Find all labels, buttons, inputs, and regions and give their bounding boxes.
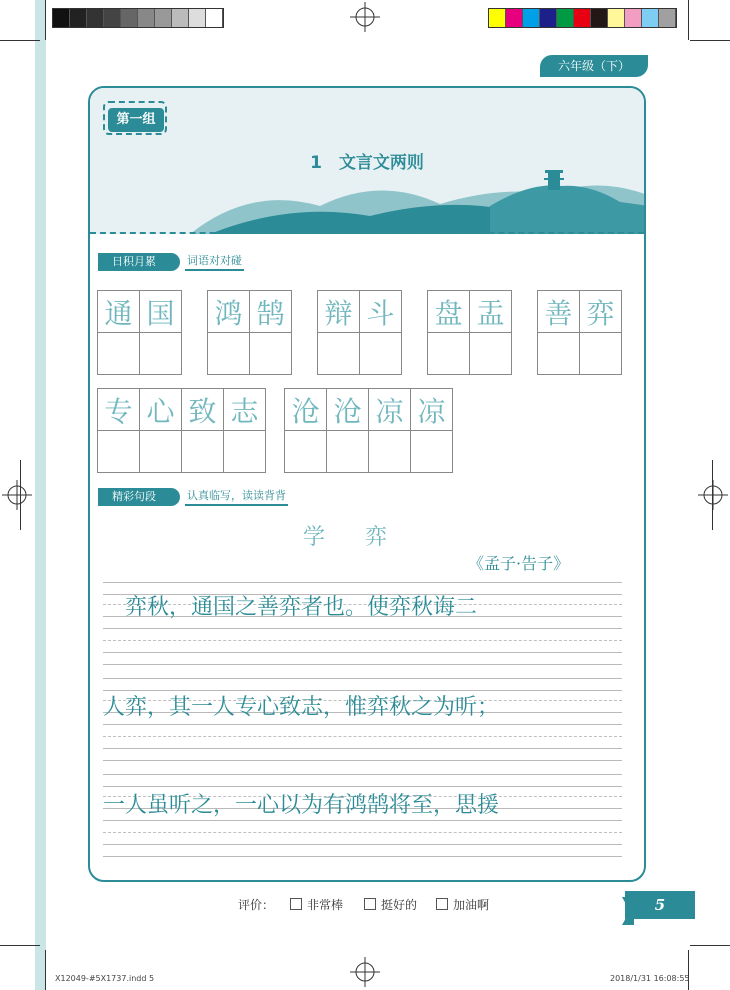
registration-mark-icon: [350, 2, 380, 32]
mountain-pagoda-illustration: [190, 166, 646, 234]
practice-cell[interactable]: [285, 431, 327, 473]
crop-mark: [45, 950, 46, 990]
grade-tab: 六年级（下）: [540, 55, 648, 77]
section-subtitle-copy: 认真临写，读读背背: [185, 488, 288, 506]
gray-swatch: [53, 9, 70, 27]
rule-line: [103, 582, 622, 583]
rule-line: [103, 820, 622, 821]
phrase-box: [97, 388, 266, 473]
model-char: 鹄: [250, 291, 292, 333]
section-tab-passage: 精彩句段: [98, 488, 180, 506]
practice-cell[interactable]: [140, 431, 182, 473]
section-subtitle-words: 词语对对碰: [185, 253, 244, 271]
poem-source: 《孟子·告子》: [468, 554, 570, 573]
gray-swatch: [70, 9, 87, 27]
evaluation-checkbox-tryharder[interactable]: [436, 898, 448, 910]
poem-title: 学弈: [302, 525, 427, 550]
model-char: 通: [98, 291, 140, 333]
rule-line: [103, 664, 622, 665]
rule-line: [103, 652, 622, 653]
registration-mark-icon: [350, 957, 380, 987]
word-pair-box: [427, 290, 512, 375]
rule-line: [103, 844, 622, 845]
registration-mark-icon: [2, 480, 32, 510]
color-swatch: [489, 9, 506, 27]
word-pair-box: [207, 290, 292, 375]
registration-mark-icon: [698, 480, 728, 510]
word-pair-box: [317, 290, 402, 375]
rule-line: [103, 640, 622, 641]
evaluation-option-tryharder: 加油啊: [453, 898, 490, 912]
practice-cell[interactable]: [140, 333, 182, 375]
section-tab-daily: 日积月累: [98, 253, 180, 271]
color-swatch: [540, 9, 557, 27]
crop-mark: [45, 0, 46, 40]
practice-cell[interactable]: [428, 333, 470, 375]
group-badge: 第一组: [108, 108, 164, 132]
gray-swatch: [138, 9, 155, 27]
color-swatch: [591, 9, 608, 27]
rule-line: [103, 774, 622, 775]
practice-cell[interactable]: [318, 333, 360, 375]
model-char: 心: [140, 389, 182, 431]
color-swatch: [659, 9, 676, 27]
rule-line: [103, 724, 622, 725]
header-divider: [90, 232, 644, 234]
model-char: 凉: [369, 389, 411, 431]
lesson-title: 1 文言文两则: [310, 153, 424, 173]
practice-cell[interactable]: [250, 333, 292, 375]
rule-line: [103, 786, 622, 787]
gray-swatch: [155, 9, 172, 27]
crop-mark: [688, 950, 689, 990]
rule-line: [103, 760, 622, 761]
model-char: 凉: [411, 389, 453, 431]
color-swatch: [608, 9, 625, 27]
crop-mark: [0, 40, 40, 41]
practice-cell[interactable]: [538, 333, 580, 375]
rule-line: [103, 856, 622, 857]
color-swatch: [574, 9, 591, 27]
model-char: 盘: [428, 291, 470, 333]
model-char: 沧: [327, 389, 369, 431]
model-char: 辩: [318, 291, 360, 333]
poem-line: 一人虽听之，一心以为有鸿鹄将至，思援: [103, 793, 500, 818]
rule-line: [103, 832, 622, 833]
practice-cell[interactable]: [98, 333, 140, 375]
model-char: 志: [224, 389, 266, 431]
model-char: 沧: [285, 389, 327, 431]
model-char: 致: [182, 389, 224, 431]
page-number: 5: [625, 891, 695, 919]
evaluation-label: 评价：: [238, 898, 275, 912]
footer-file-info: X12049-#5X1737.indd 5: [55, 974, 155, 983]
practice-cell[interactable]: [327, 431, 369, 473]
evaluation-checkbox-good[interactable]: [364, 898, 376, 910]
phrase-box: [284, 388, 453, 473]
rule-line: [103, 748, 622, 749]
gray-swatch: [189, 9, 206, 27]
crop-mark: [690, 40, 730, 41]
rule-line: [103, 736, 622, 737]
rule-line: [103, 628, 622, 629]
color-swatch: [625, 9, 642, 27]
footer-timestamp: 2018/1/31 16:08:55: [610, 974, 690, 983]
model-char: 专: [98, 389, 140, 431]
poem-line: 弈秋，通国之善弈者也。使弈秋诲二: [103, 595, 478, 620]
model-char: 鸿: [208, 291, 250, 333]
poem-line: 人弈，其一人专心致志，惟弈秋之为听；: [103, 695, 500, 720]
gray-swatch: [121, 9, 138, 27]
color-swatch: [523, 9, 540, 27]
rule-line: [103, 678, 622, 679]
practice-cell[interactable]: [360, 333, 402, 375]
practice-cell[interactable]: [224, 431, 266, 473]
color-calibration-bar: [488, 8, 677, 28]
gray-swatch: [87, 9, 104, 27]
grayscale-calibration-bar: [52, 8, 224, 28]
model-char: 盂: [470, 291, 512, 333]
word-pair-box: [97, 290, 182, 375]
practice-cell[interactable]: [411, 431, 453, 473]
practice-cell[interactable]: [208, 333, 250, 375]
practice-cell[interactable]: [369, 431, 411, 473]
crop-mark: [688, 0, 689, 40]
practice-cell[interactable]: [580, 333, 622, 375]
crop-mark: [690, 945, 730, 946]
model-char: 斗: [360, 291, 402, 333]
model-char: 善: [538, 291, 580, 333]
gray-swatch: [206, 9, 223, 27]
gray-swatch: [172, 9, 189, 27]
color-swatch: [506, 9, 523, 27]
model-char: 国: [140, 291, 182, 333]
evaluation-checkbox-great[interactable]: [290, 898, 302, 910]
practice-cell[interactable]: [98, 431, 140, 473]
practice-cell[interactable]: [470, 333, 512, 375]
practice-cell[interactable]: [182, 431, 224, 473]
left-decorative-strip: [35, 0, 46, 990]
color-swatch: [557, 9, 574, 27]
crop-mark: [0, 945, 40, 946]
word-pair-box: [537, 290, 622, 375]
evaluation-option-great: 非常棒: [307, 898, 344, 912]
color-swatch: [642, 9, 659, 27]
evaluation-option-good: 挺好的: [381, 898, 418, 912]
model-char: 弈: [580, 291, 622, 333]
gray-swatch: [104, 9, 121, 27]
